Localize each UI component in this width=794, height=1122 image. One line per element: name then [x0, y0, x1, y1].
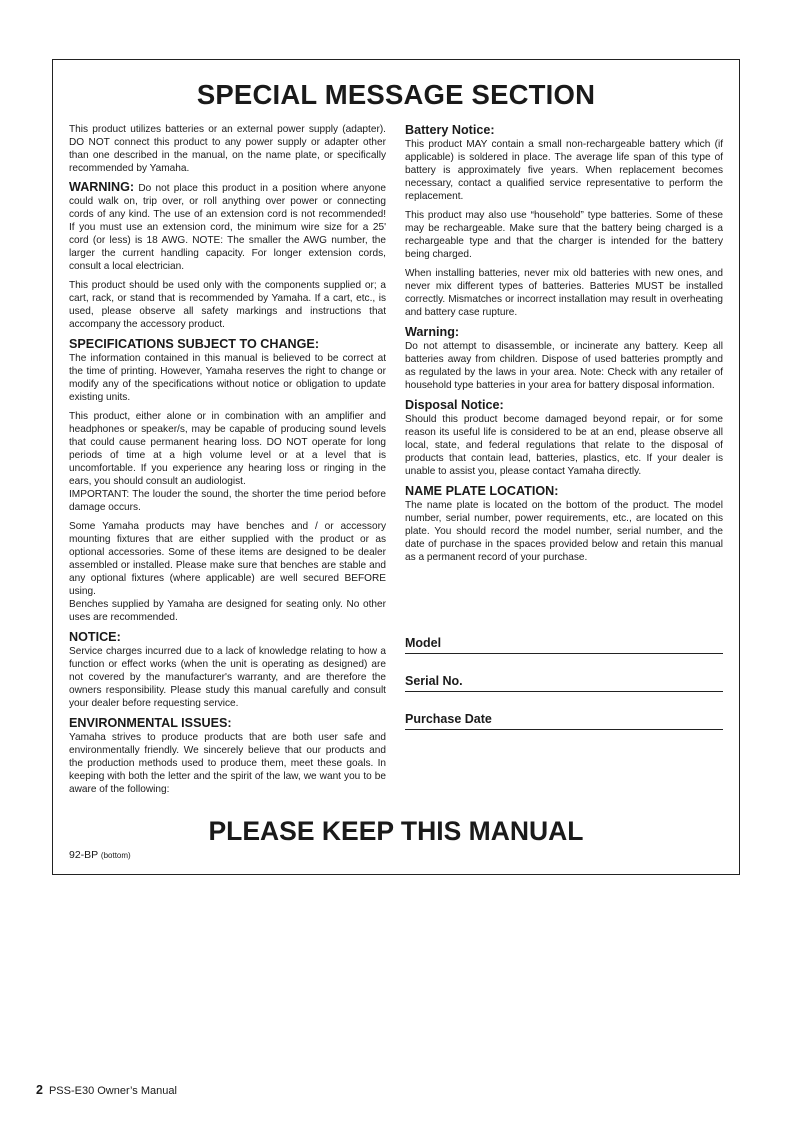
environmental-paragraph: Yamaha strives to produce products that are both user safe and environmentally friendly. We sincerely believe that our products and the production methods used to produce them, meet these goals. In keeping with both the letter and the spirit of the law, we want you to be aware of the following:	[69, 732, 386, 795]
purchase-date-label: Purchase Date	[405, 712, 492, 726]
mix-batteries-paragraph: When installing batteries, never mix old batteries with new ones, and never mix different types of batteries. Batteries MUST be installed correctly. Mismatches or incorrect installation may result in overheating and battery case rupture.	[405, 268, 723, 318]
purchase-date-field[interactable]	[405, 692, 723, 730]
benches-seating-paragraph: Benches supplied by Yamaha are designed for seating only. No other uses are recommended.	[69, 599, 386, 623]
left-column	[69, 123, 386, 802]
right-column	[405, 123, 723, 570]
name-plate-paragraph: The name plate is located on the bottom of the product. The model number, serial number, power requirements, etc., are located on this plate. You should record the model number, serial number, and the date of purchase in the spaces provided below and retain this manual as a permanent record of your purchase.	[405, 500, 723, 563]
document-code-note: (bottom)	[100, 851, 131, 860]
name-plate-heading: NAME PLATE LOCATION:	[405, 484, 559, 498]
battery-warning-paragraph: Do not attempt to disassemble, or incinerate any battery. Keep all batteries away from children. Dispose of used batteries promptly and as regulated by the laws in your area. Note: Check with any retailer of household type batteries in your area for battery disposal information.	[405, 341, 723, 391]
page-footer	[36, 1083, 177, 1097]
environmental-heading: ENVIRONMENTAL ISSUES:	[69, 716, 232, 730]
special-message-frame	[52, 59, 740, 875]
benches-paragraph: Some Yamaha products may have benches and / or accessory mounting fixtures that are either supplied with the product or as optional accessories. Some of these items are designed to be dealer assembled or installed. Please make sure that benches are stable and any optional fixtures (where applicable) are well secured BEFORE using.	[69, 521, 386, 597]
battery-notice-heading: Battery Notice:	[405, 123, 495, 137]
purchase-date-line	[405, 729, 723, 730]
warning-heading: Warning:	[405, 325, 460, 339]
model-field[interactable]	[405, 616, 723, 654]
warning-text: Do not place this product in a position where anyone could walk on, trip over, or roll anything over power or connecting cords of any kind. The use of an extension cord is not recommended! If you must use an extension cord, the minimum wire size for a 25' cord (or less) is 18 AWG. NOTE: The smaller the AWG number, the larger the current handling capacity. For longer extension cords, consult a local electrician.	[69, 183, 386, 272]
household-batteries-paragraph: This product may also use “household” type batteries. Some of these may be rechargeable. Make sure that the battery being charged is a rechargeable type and that the charger is intended for the battery being charged.	[405, 210, 723, 260]
document-code	[69, 849, 131, 861]
notice-heading: NOTICE:	[69, 630, 121, 644]
document-code-value: 92-BP	[69, 849, 98, 861]
keep-manual-heading: PLEASE KEEP THIS MANUAL	[208, 816, 584, 846]
components-paragraph: This product should be used only with the components supplied or; a cart, rack, or stand that is recommended by Yamaha. If a cart, etc., is used, please observe all safety markings and instructions that accompany the accessory product.	[69, 280, 386, 330]
manual-title: PSS-E30 Owner’s Manual	[48, 1085, 177, 1097]
model-label: Model	[405, 636, 442, 650]
hearing-paragraph: This product, either alone or in combination with an amplifier and headphones or speaker/s, may be capable of producing sound levels that could cause permanent hearing loss. DO NOT operate for long periods of time at a high volume level or at a level that is uncomfortable. If you experience any hearing loss or ringing in the ears, you should consult an audiologist.	[69, 411, 386, 487]
serial-field[interactable]	[405, 654, 723, 692]
notice-paragraph: Service charges incurred due to a lack of knowledge relating to how a function or effect works (when the unit is operating as designed) are not covered by the manufacturer's warranty, and are therefore the owners responsibility. Please study this manual carefully and consult your dealer before requesting service.	[69, 646, 386, 709]
disposal-paragraph: Should this product become damaged beyond repair, or for some reason its useful life is considered to be at an end, please observe all local, state, and federal regulations that relate to the disposal of products that contain lead, batteries, plastics, etc. If your dealer is unable to assist you, please contact Yamaha directly.	[405, 414, 723, 477]
page-number: 2	[36, 1083, 43, 1097]
record-fields	[405, 616, 723, 730]
battery-notice-paragraph: This product MAY contain a small non-rechargeable battery which (if applicable) is soldered in place. The average life span of this type of battery is approximately five years. When replacement becomes necessary, contact a qualified service representative to perform the replacement.	[405, 139, 723, 202]
page-title: SPECIAL MESSAGE SECTION	[196, 79, 596, 110]
spec-paragraph: The information contained in this manual is believed to be correct at the time of printing. However, Yamaha reserves the right to change or modify any of the specifications without notice or obligation to update existing units.	[69, 353, 386, 403]
spec-heading: SPECIFICATIONS SUBJECT TO CHANGE:	[69, 337, 320, 351]
power-supply-paragraph: This product utilizes batteries or an external power supply (adapter). DO NOT connect this product to any power supply or adapter other than one described in the manual, on the name plate, or specifically recommended by Yamaha.	[69, 124, 386, 174]
disposal-heading: Disposal Notice:	[405, 398, 504, 412]
serial-label: Serial No.	[405, 674, 463, 688]
important-paragraph: IMPORTANT: The louder the sound, the shorter the time period before damage occurs.	[69, 489, 386, 513]
warning-label: WARNING:	[69, 180, 135, 194]
warning-paragraph	[69, 181, 386, 273]
